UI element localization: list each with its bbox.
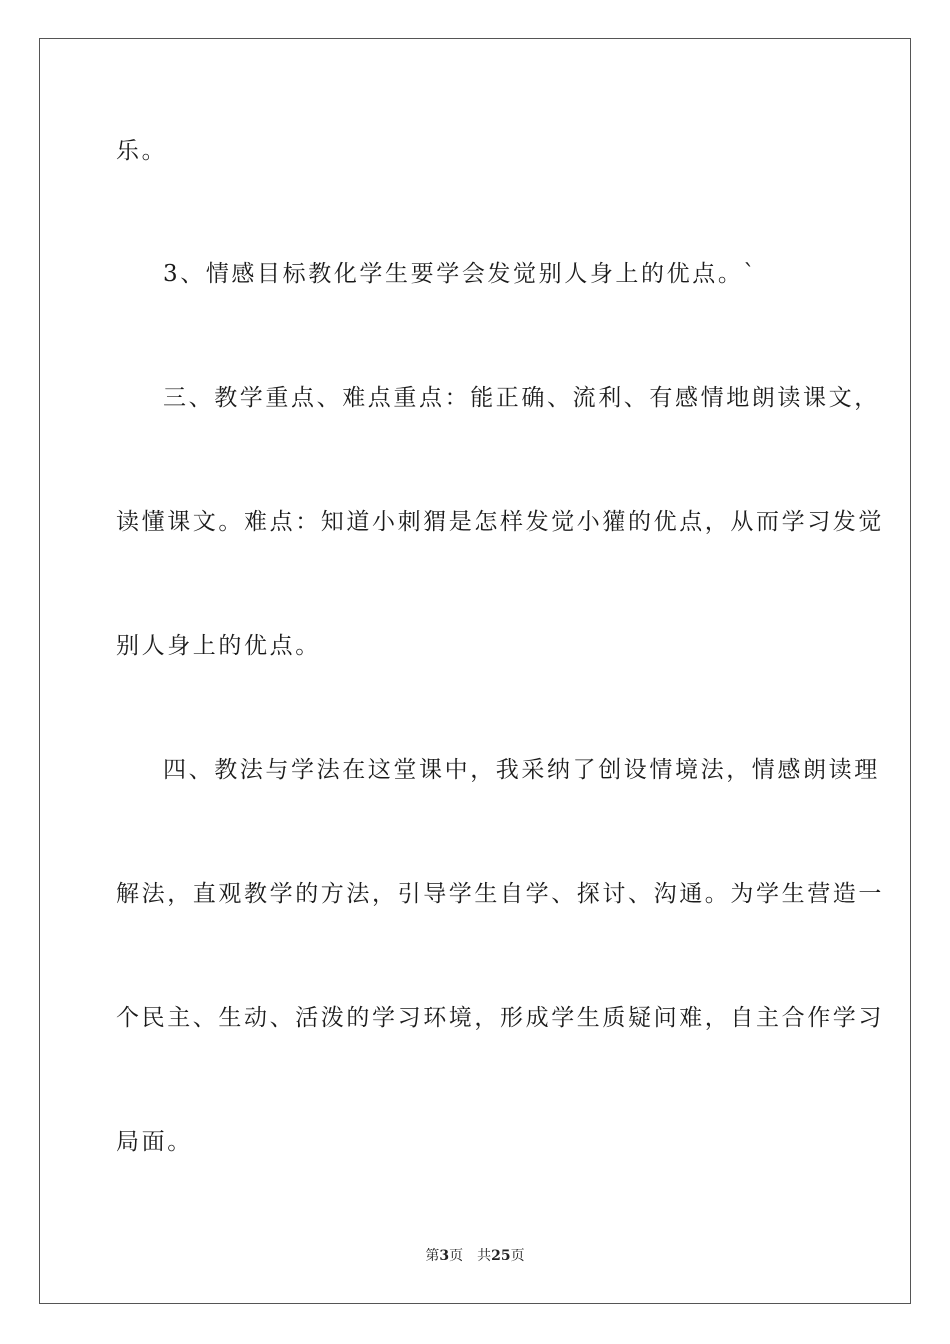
text-line: 别人身上的优点。: [116, 633, 321, 659]
text-line: 解法，直观教学的方法，引导学生自学、探讨、沟通。为学生营造一: [116, 881, 884, 907]
total-suffix: 页: [510, 1248, 525, 1264]
text-line: 个民主、生动、活泼的学习环境，形成学生质疑问难，自主合作学习: [116, 1005, 884, 1031]
page-border: [39, 38, 911, 1304]
text-line: 局面。: [116, 1129, 193, 1155]
total-prefix: 共: [477, 1248, 492, 1264]
page-suffix: 页: [449, 1248, 464, 1264]
text-line: 乐。: [116, 138, 168, 164]
page-footer: [0, 1246, 950, 1266]
page-number: 3: [439, 1248, 450, 1264]
page-prefix: 第: [425, 1248, 440, 1264]
total-pages: 25: [491, 1248, 511, 1264]
text-line: 四、教法与学法在这堂课中，我采纳了创设情境法，情感朗读理: [163, 757, 880, 783]
text-line: 三、教学重点、难点重点：能正确、流利、有感情地朗读课文，: [163, 385, 880, 411]
text-line: 读懂课文。难点：知道小刺猬是怎样发觉小獾的优点，从而学习发觉: [116, 509, 884, 535]
text-line: 3、情感目标教化学生要学会发觉别人身上的优点。`: [163, 261, 758, 287]
